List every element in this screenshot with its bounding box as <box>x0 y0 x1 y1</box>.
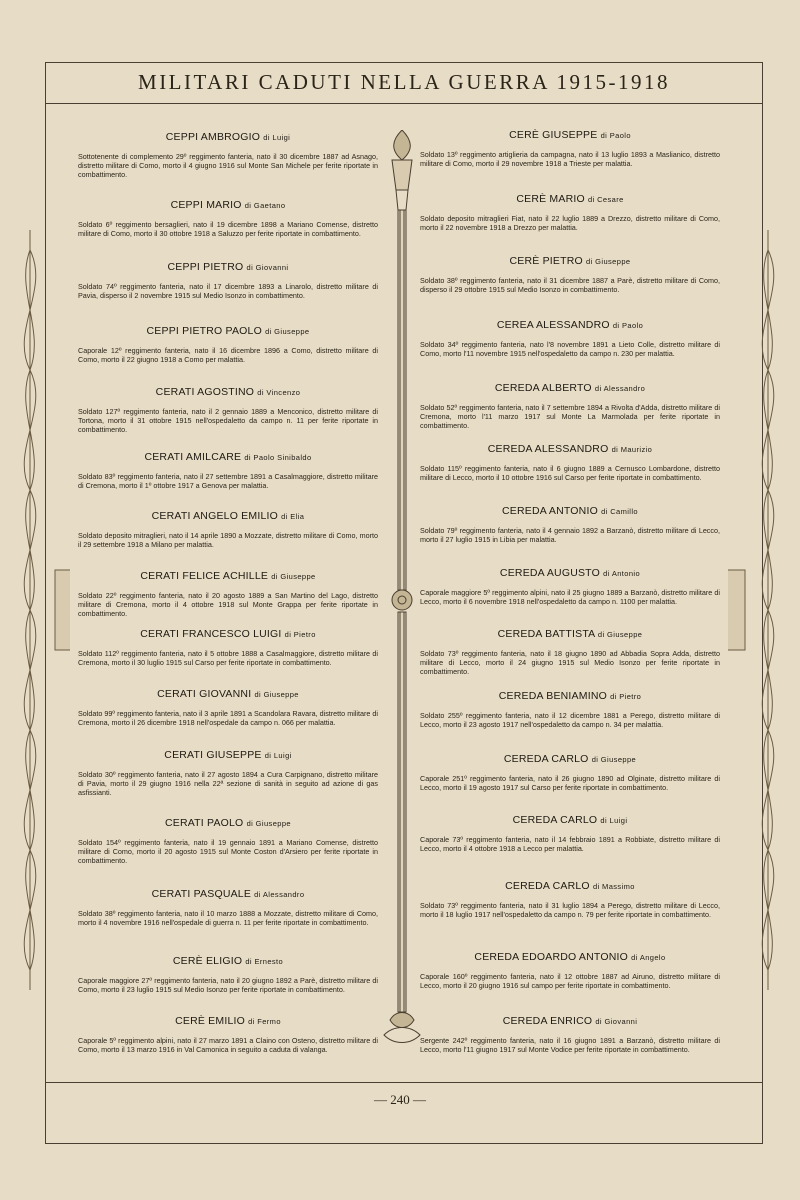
entry-text: Caporale maggiore 5º reggimento alpini, nato il 25 giugno 1889 a Barzanò, distretto militare di Lecco, morto il 6 novembre 1918 nell'ospedaletto da campo n. 1100 per malattia. <box>420 588 720 607</box>
torch-column-ornament <box>382 130 422 1080</box>
entry-card <box>78 888 378 927</box>
entry-name: CERATI FRANCESCO LUIGI di Pietro <box>140 628 316 640</box>
entry-card <box>420 193 720 232</box>
entry-text: Soldato 115º reggimento fanteria, nato il 6 giugno 1889 a Cernusco Lombardone, distretto militare di Lecco, morto il 10 ottobre 1916 sul Carso per ferite riportate in combattimento. <box>420 464 720 483</box>
entry-name: CERÈ GIUSEPPE di Paolo <box>509 129 631 141</box>
entry-name: CEREDA CARLO di Massimo <box>505 880 635 892</box>
page-number: — 240 — <box>374 1092 426 1107</box>
entry-text: Sottotenente di complemento 29º reggimento fanteria, nato il 30 dicembre 1887 ad Asnago, distretto militare di Como, morto il 4 giugno 1916 sul Monte San Michele per ferite riportate in combattimento. <box>78 152 378 180</box>
entry-card <box>78 817 378 866</box>
entry-name: CEPPI AMBROGIO di Luigi <box>165 131 291 143</box>
entry-text: Caporale 251º reggimento fanteria, nato il 26 giugno 1890 ad Olginate, distretto militare di Lecco, morto il 19 agosto 1917 sul Carso per ferite riportate in combattimento. <box>420 774 720 793</box>
entry-card <box>78 510 378 549</box>
entry-card <box>420 1015 720 1054</box>
entry-text: Soldato 83º reggimento fanteria, nato il 27 settembre 1891 a Casalmaggiore, distretto militare di Cremona, morto il 1º ottobre 1917 a Genova per malattia. <box>78 472 378 491</box>
entry-name: CERÈ PIETRO di Giuseppe <box>509 255 631 267</box>
entry-name: CEREDA CARLO di Giuseppe <box>503 753 637 765</box>
entry-name: CEREDA CARLO di Luigi <box>512 814 628 826</box>
entry-name: CEREDA AUGUSTO di Antonio <box>499 567 641 579</box>
entry-name: CERATI PAOLO di Giuseppe <box>164 817 291 829</box>
flag-left-ornament <box>0 230 70 990</box>
entry-text: Caporale maggiore 27º reggimento fanteria, nato il 20 giugno 1892 a Parè, distretto militare di Como, morto il 23 luglio 1915 sul Medio Isonzo per ferite riportate in combattimento. <box>78 976 378 995</box>
entry-card <box>420 690 720 729</box>
entry-name: CERÈ MARIO di Cesare <box>516 193 624 205</box>
entry-text: Soldato 30º reggimento fanteria, nato il 27 agosto 1894 a Cura Carpignano, distretto militare di Pavia, morto il 29 giugno 1916 nella 22ª sezione di sanità in seguito ad azione di gas asfissianti. <box>78 770 378 798</box>
entry-text: Soldato 34º reggimento fanteria, nato l'8 novembre 1891 a Lieto Colle, distretto militare di Como, morto l'11 novembre 1915 nell'ospedaletto da campo n. 230 per malattia. <box>420 340 720 359</box>
entry-card <box>420 814 720 853</box>
entry-card <box>420 129 720 168</box>
entry-text: Soldato 6º reggimento bersaglieri, nato il 19 dicembre 1898 a Mariano Comense, distretto militare di Como, morto il 30 ottobre 1918 a Saluzzo per ferite riportate in combattimento. <box>78 220 378 239</box>
entry-text: Sergente 242º reggimento fanteria, nato il 16 giugno 1891 a Barzanò, distretto militare di Lecco, morto l'11 giugno 1917 sul Monte Vodice per ferite riportate in combattimento. <box>420 1036 720 1055</box>
entry-text: Soldato 154º reggimento fanteria, nato il 19 gennaio 1891 a Mariano Comense, distretto militare di Como, morto il 20 agosto 1915 sul Monte Coston d'Arsiero per ferite riportate in combattimento. <box>78 838 378 866</box>
entry-text: Soldato deposito mitraglieri, nato il 14 aprile 1890 a Mozzate, distretto militare di Como, morto il 29 settembre 1918 a Milano per malattia. <box>78 531 378 550</box>
entry-text: Soldato 74º reggimento fanteria, nato il 17 dicembre 1893 a Linarolo, distretto militare di Pavia, disperso il 2 novembre 1915 sul Medio Isonzo in combattimento. <box>78 282 378 301</box>
entry-card <box>78 325 378 364</box>
entry-name: CERÈ ELIGIO di Ernesto <box>172 955 284 967</box>
page-header <box>45 62 763 104</box>
entry-text: Soldato 38º reggimento fanteria, nato il 31 dicembre 1887 a Parè, distretto militare di Como, disperso il 29 ottobre 1915 sul Medio Isonzo in combattimento. <box>420 276 720 295</box>
entry-card <box>420 880 720 919</box>
entry-card <box>420 505 720 544</box>
entry-card <box>420 255 720 294</box>
entry-text: Caporale 5º reggimento alpini, nato il 27 marzo 1891 a Claino con Osteno, distretto militare di Como, morto il 13 marzo 1916 in Val Camonica in seguito a caduta di valanga. <box>78 1036 378 1055</box>
entry-text: Soldato 112º reggimento fanteria, nato il 5 ottobre 1888 a Casalmaggiore, distretto militare di Cremona, morto il 30 luglio 1915 sul Carso per ferite riportate in combattimento. <box>78 649 378 668</box>
entry-card <box>420 567 720 606</box>
entry-card <box>78 199 378 238</box>
entry-name: CERATI GIUSEPPE di Luigi <box>164 749 292 761</box>
entry-name: CERATI AMILCARE di Paolo Sinibaldo <box>144 451 312 463</box>
entry-card <box>78 749 378 798</box>
entry-card <box>78 386 378 435</box>
entry-text: Soldato deposito mitraglieri Fiat, nato il 22 luglio 1889 a Drezzo, distretto militare di Como, morto il 22 novembre 1918 a Drezzo per malattia. <box>420 214 720 233</box>
entry-name: CEREDA ANTONIO di Camillo <box>501 505 639 517</box>
entry-name: CEREA ALESSANDRO di Paolo <box>496 319 644 331</box>
entry-card <box>420 753 720 792</box>
entry-card <box>78 261 378 300</box>
entry-text: Caporale 73º reggimento fanteria, nato il 14 febbraio 1891 a Robbiate, distretto militare di Lecco, morto il 4 ottobre 1918 a Lecco per malattia. <box>420 835 720 854</box>
entry-text: Soldato 13º reggimento artiglieria da campagna, nato il 13 luglio 1893 a Maslianico, distretto militare di Como, morto il 29 novembre 1918 a Trieste per malattia. <box>420 150 720 169</box>
entry-text: Soldato 79º reggimento fanteria, nato il 4 gennaio 1892 a Barzanò, distretto militare di Lecco, morto il 27 luglio 1915 in Libia per malattia. <box>420 526 720 545</box>
entry-name: CERATI FELICE ACHILLE di Giuseppe <box>140 570 316 582</box>
entry-text: Soldato 22º reggimento fanteria, nato il 20 agosto 1889 a San Martino del Lago, distretto militare di Cremona, morto il 4 ottobre 1918 sul Monte Grappa per ferite riportate in combattimento. <box>78 591 378 619</box>
entry-card <box>420 382 720 431</box>
entry-card <box>78 570 378 619</box>
entry-name: CERATI PASQUALE di Alessandro <box>151 888 305 900</box>
entry-text: Caporale 160º reggimento fanteria, nato il 12 ottobre 1887 ad Airuno, distretto militare di Lecco, morto il 20 giugno 1916 sul campo per ferite riportate in combattimento. <box>420 972 720 991</box>
entry-name: CEREDA EDOARDO ANTONIO di Angelo <box>474 951 666 963</box>
footer-rule <box>45 1082 763 1083</box>
entry-text: Soldato 99º reggimento fanteria, nato il 3 aprile 1891 a Scandolara Ravara, distretto militare di Cremona, morto il 26 dicembre 1918 nell'ospedale da campo n. 066 per malattia. <box>78 709 378 728</box>
entry-text: Caporale 12º reggimento fanteria, nato il 16 dicembre 1896 a Como, distretto militare di Como, morto il 22 giugno 1918 a Como per malattia. <box>78 346 378 365</box>
entry-name: CEPPI MARIO di Gaetano <box>170 199 286 211</box>
entry-text: Soldato 73º reggimento fanteria, nato il 31 luglio 1894 a Perego, distretto militare di Lecco, morto il 18 luglio 1917 nell'ospedaletto da campo n. 79 per ferite riportate in combattimento. <box>420 901 720 920</box>
entry-name: CERATI AGOSTINO di Vincenzo <box>155 386 301 398</box>
entry-text: Soldato 73º reggimento fanteria, nato il 18 giugno 1890 ad Abbadia Sopra Adda, distretto militare di Lecco, morto il 24 giugno 1915 sul Medio Isonzo per ferite riportate in combattimento. <box>420 649 720 677</box>
entry-card <box>78 628 378 667</box>
entry-name: CERÈ EMILIO di Fermo <box>175 1015 281 1027</box>
entry-name: CERATI ANGELO EMILIO di Elia <box>151 510 305 522</box>
entry-text: Soldato 127º reggimento fanteria, nato il 2 gennaio 1889 a Menconico, distretto militare di Tortona, morto il 31 ottobre 1915 nell'ospedaletto da campo n. 11 per ferite riportate in combattimento. <box>78 407 378 435</box>
page-title: MILITARI CADUTI NELLA GUERRA 1915-1918 <box>138 70 670 94</box>
entry-card <box>78 131 378 180</box>
entry-name: CEREDA BATTISTA di Giuseppe <box>497 628 643 640</box>
entry-name: CEREDA BENIAMINO di Pietro <box>498 690 642 702</box>
entry-card <box>420 628 720 677</box>
flag-right-ornament <box>728 230 798 990</box>
entry-card <box>78 451 378 490</box>
entry-card <box>78 1015 378 1054</box>
entry-card <box>420 951 720 990</box>
entry-name: CERATI GIOVANNI di Giuseppe <box>157 688 299 700</box>
entry-name: CEREDA ALBERTO di Alessandro <box>494 382 646 394</box>
entry-card <box>78 955 378 994</box>
entry-card <box>420 319 720 358</box>
entry-text: Soldato 255º reggimento fanteria, nato il 12 dicembre 1881 a Perego, distretto militare di Lecco, morto il 23 agosto 1917 nell'ospedaletto da campo n. 34 per malattia. <box>420 711 720 730</box>
entry-name: CEREDA ALESSANDRO di Maurizio <box>487 443 653 455</box>
entry-text: Soldato 38º reggimento fanteria, nato il 10 marzo 1888 a Mozzate, distretto militare di Como, morto il 4 novembre 1916 nell'ospedale di guerra n. 11 per ferite riportate in combattimento. <box>78 909 378 928</box>
entry-text: Soldato 52º reggimento fanteria, nato il 7 settembre 1894 a Rivolta d'Adda, distretto militare di Cremona, morto l'11 marzo 1917 sul Monte La Marmolada per ferite riportate in combattimento. <box>420 403 720 431</box>
entry-name: CEREDA ENRICO di Giovanni <box>502 1015 638 1027</box>
entry-card <box>420 443 720 482</box>
entry-name: CEPPI PIETRO PAOLO di Giuseppe <box>146 325 310 337</box>
entry-card <box>78 688 378 727</box>
entry-name: CEPPI PIETRO di Giovanni <box>167 261 289 273</box>
